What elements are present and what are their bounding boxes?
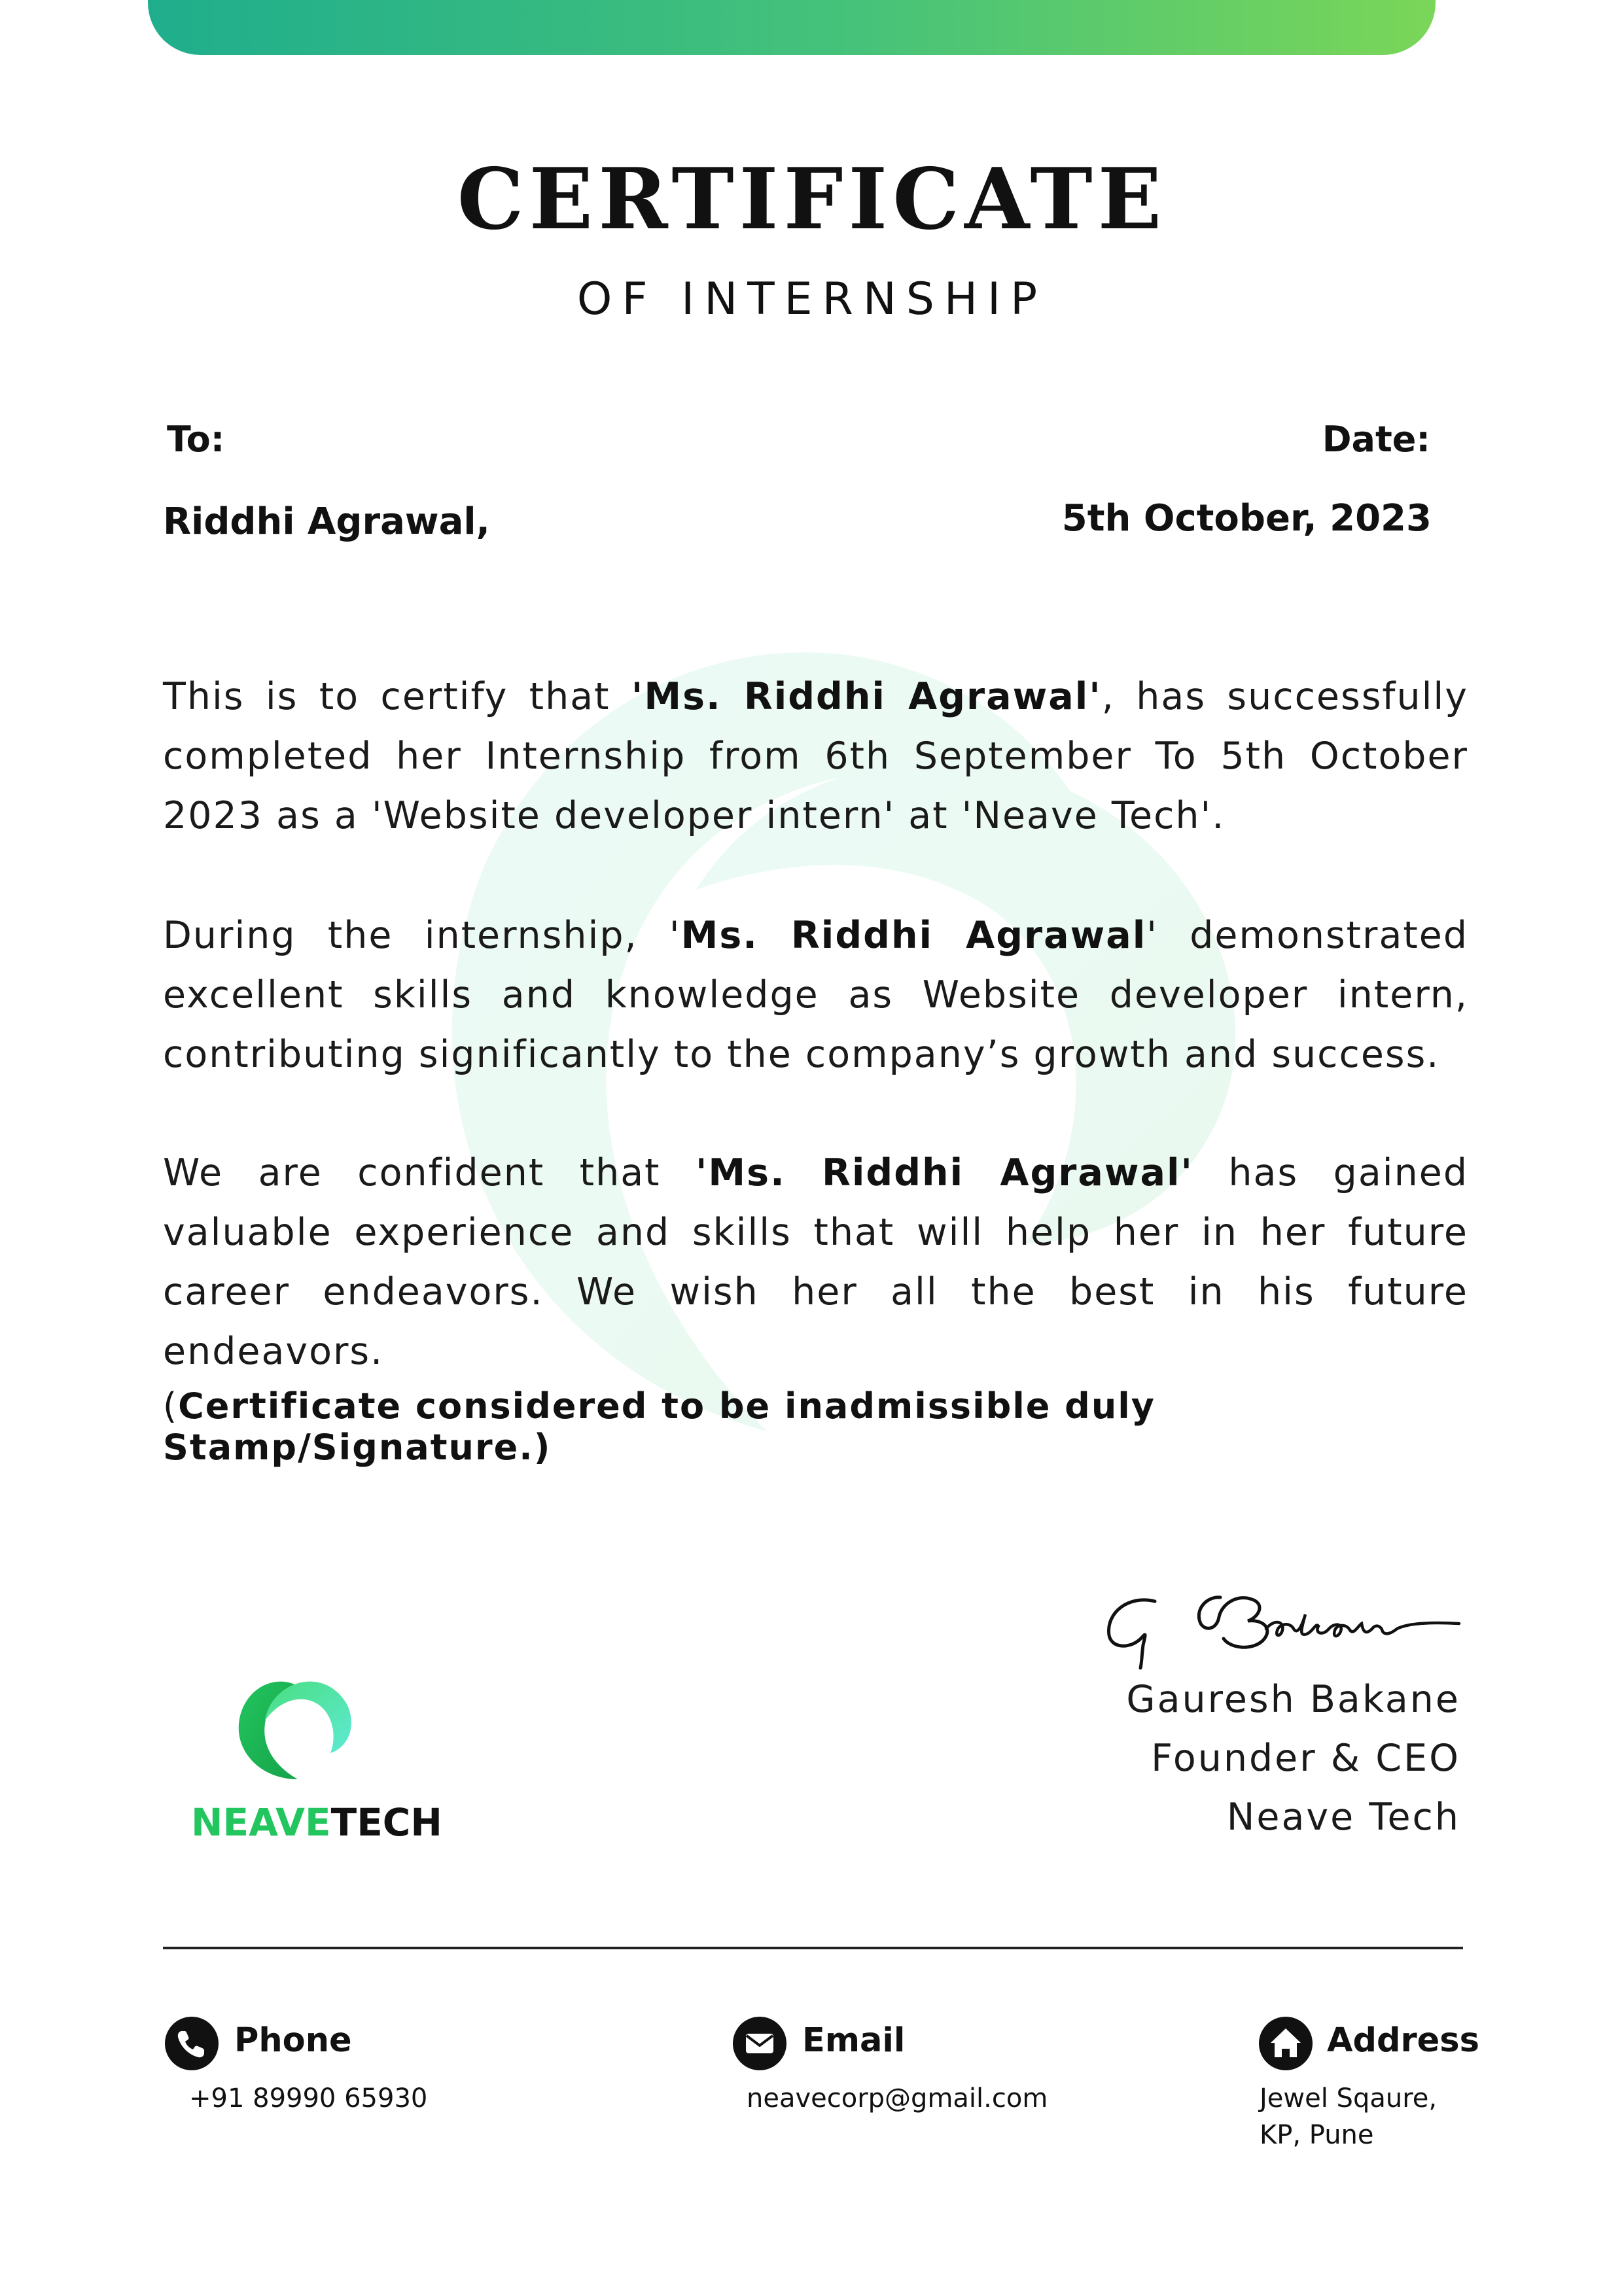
address-line-2: KP, Pune xyxy=(1260,2120,1374,2150)
date-label: Date: xyxy=(1322,419,1430,460)
p2-text-before: During the internship, ' xyxy=(163,914,681,957)
phone-icon xyxy=(165,2017,219,2070)
email-address[interactable]: neavecorp@gmail.com xyxy=(747,2083,1048,2113)
p1-intern-name: 'Ms. Riddhi Agrawal' xyxy=(631,675,1102,718)
p3-text-before: We are confident that xyxy=(163,1151,696,1194)
note-text: Certificate considered to be inadmissible duly Stamp/Signature.) xyxy=(163,1385,1156,1468)
address-value xyxy=(1260,2080,1437,2153)
stamp-signature-note xyxy=(163,1385,1472,1468)
top-gradient-band xyxy=(148,0,1436,55)
note-open: ( xyxy=(163,1385,179,1427)
to-label: To: xyxy=(167,419,225,460)
address-heading: Address xyxy=(1327,2021,1479,2060)
signatory-company: Neave Tech xyxy=(1226,1796,1460,1839)
p2-text-after: ' demonstrated excellent skills and knowledge as Website developer intern, contributing significantly to the company’s growth and success. xyxy=(163,914,1468,1076)
logo-text-green: NEAVE xyxy=(191,1800,331,1845)
signatory-title: Founder & CEO xyxy=(1151,1737,1460,1780)
address-line-1: Jewel Sqaure, xyxy=(1260,2083,1438,2113)
certificate-paragraph-2 xyxy=(163,906,1468,1085)
ceo-signature xyxy=(1103,1583,1469,1681)
footer-divider xyxy=(163,1947,1463,1949)
phone-number[interactable]: +91 89990 65930 xyxy=(189,2083,428,2113)
email-heading: Email xyxy=(802,2021,906,2060)
recipient-name: Riddhi Agrawal, xyxy=(163,500,490,543)
p3-text-after: has gained valuable experience and skills that will help her in her future career endeavors. We wish her all the best in his future endeavors. xyxy=(163,1151,1469,1373)
p1-text-before: This is to certify that xyxy=(163,675,631,718)
issue-date: 5th October, 2023 xyxy=(1061,497,1432,540)
certificate-paragraph-1 xyxy=(163,667,1468,846)
certificate-paragraph-3 xyxy=(163,1143,1468,1382)
phone-heading: Phone xyxy=(234,2021,352,2060)
signatory-name: Gauresh Bakane xyxy=(1126,1678,1460,1721)
certificate-subtitle: OF INTERNSHIP xyxy=(576,273,1048,325)
p3-intern-name: 'Ms. Riddhi Agrawal' xyxy=(695,1151,1193,1194)
p2-intern-name: Ms. Riddhi Agrawal xyxy=(680,914,1147,957)
neavetech-logo-icon xyxy=(222,1655,360,1786)
logo-text-dark: TECH xyxy=(330,1800,442,1845)
p1-text-after: , has successfully completed her Internship from 6th September To 5th October 2023 as a 'Website developer intern' at 'Neave Tech'. xyxy=(163,675,1468,837)
email-icon xyxy=(733,2017,786,2070)
certificate-title: CERTIFICATE xyxy=(457,150,1167,249)
home-icon xyxy=(1259,2017,1313,2070)
neavetech-logo-wordmark xyxy=(191,1800,442,1845)
